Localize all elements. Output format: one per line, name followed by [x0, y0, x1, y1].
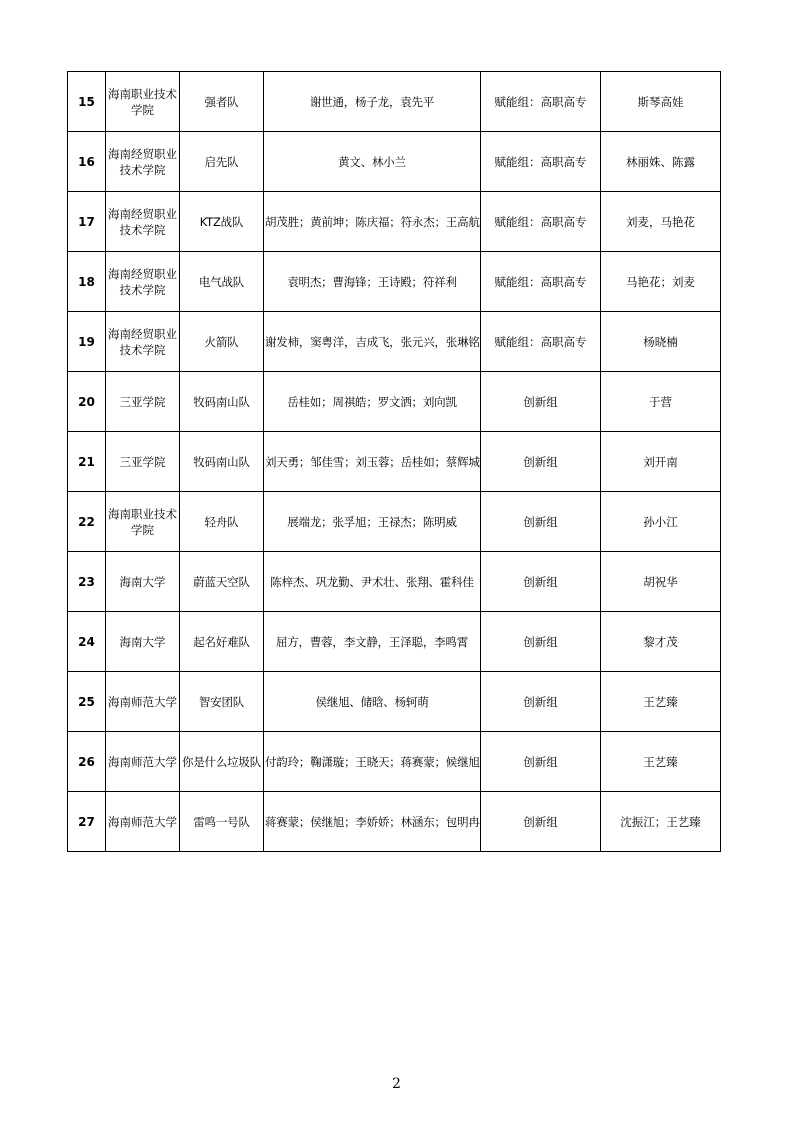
team-cell: 牧码南山队 [180, 372, 264, 432]
advisor-cell: 斯琴高娃 [601, 72, 721, 132]
members-cell: 谢世通，杨子龙，袁先平 [264, 72, 481, 132]
school-cell: 海南职业技术学院 [106, 492, 180, 552]
school-cell: 海南经贸职业技术学院 [106, 252, 180, 312]
team-cell: 雷鸣一号队 [180, 792, 264, 852]
advisor-cell: 于营 [601, 372, 721, 432]
table-row [68, 792, 721, 852]
row-number: 17 [68, 192, 106, 252]
table-body [68, 72, 721, 852]
school-cell: 海南大学 [106, 552, 180, 612]
row-number: 23 [68, 552, 106, 612]
team-cell: 智安团队 [180, 672, 264, 732]
table-row [68, 732, 721, 792]
table-row [68, 312, 721, 372]
group-cell: 赋能组：高职高专 [481, 312, 601, 372]
group-cell: 创新组 [481, 372, 601, 432]
group-cell: 赋能组：高职高专 [481, 132, 601, 192]
row-number: 16 [68, 132, 106, 192]
team-cell: 蔚蓝天空队 [180, 552, 264, 612]
row-number: 20 [68, 372, 106, 432]
advisor-cell: 王艺臻 [601, 732, 721, 792]
table-row [68, 492, 721, 552]
team-cell: 启先队 [180, 132, 264, 192]
row-number: 25 [68, 672, 106, 732]
table-row [68, 552, 721, 612]
members-cell: 屈方，曹蓉，李文静，王泽聪，李鸣霄 [264, 612, 481, 672]
group-cell: 赋能组：高职高专 [481, 252, 601, 312]
team-cell: 火箭队 [180, 312, 264, 372]
school-cell: 海南经贸职业技术学院 [106, 132, 180, 192]
members-cell: 付韵玲；鞠潇璇；王晓天；蒋赛蒙；候继旭 [264, 732, 481, 792]
group-cell: 创新组 [481, 612, 601, 672]
group-cell: 创新组 [481, 552, 601, 612]
row-number: 15 [68, 72, 106, 132]
advisor-cell: 马艳花；刘麦 [601, 252, 721, 312]
row-number: 18 [68, 252, 106, 312]
table-row [68, 432, 721, 492]
row-number: 19 [68, 312, 106, 372]
school-cell: 三亚学院 [106, 372, 180, 432]
advisor-cell: 黎才茂 [601, 612, 721, 672]
advisor-cell: 孙小江 [601, 492, 721, 552]
group-cell: 赋能组：高职高专 [481, 192, 601, 252]
team-cell: 起名好难队 [180, 612, 264, 672]
team-cell: 轻舟队 [180, 492, 264, 552]
group-cell: 赋能组：高职高专 [481, 72, 601, 132]
members-cell: 胡茂胜；黄前坤；陈庆福；符永杰；王高航 [264, 192, 481, 252]
school-cell: 海南职业技术学院 [106, 72, 180, 132]
school-cell: 海南大学 [106, 612, 180, 672]
table-row [68, 132, 721, 192]
advisor-cell: 沈振江；王艺臻 [601, 792, 721, 852]
members-cell: 陈梓杰、巩龙勤、尹术壮、张翔、霍科佳 [264, 552, 481, 612]
members-cell: 刘天勇；邹佳雪；刘玉蓉；岳桂如；蔡辉城 [264, 432, 481, 492]
advisor-cell: 胡祝华 [601, 552, 721, 612]
advisor-cell: 王艺臻 [601, 672, 721, 732]
table-row [68, 72, 721, 132]
table-row [68, 672, 721, 732]
members-cell: 袁明杰；曹海锋；王诗殿；符祥利 [264, 252, 481, 312]
table-row [68, 372, 721, 432]
school-cell: 海南师范大学 [106, 672, 180, 732]
row-number: 27 [68, 792, 106, 852]
award-table [67, 71, 721, 852]
school-cell: 海南师范大学 [106, 792, 180, 852]
group-cell: 创新组 [481, 492, 601, 552]
members-cell: 展端龙；张孚旭；王禄杰；陈明威 [264, 492, 481, 552]
team-cell: 强者队 [180, 72, 264, 132]
group-cell: 创新组 [481, 732, 601, 792]
page-number: 2 [392, 1076, 401, 1092]
row-number: 21 [68, 432, 106, 492]
table-row [68, 192, 721, 252]
members-cell: 侯继旭、储晗、杨轲萌 [264, 672, 481, 732]
school-cell: 海南经贸职业技术学院 [106, 192, 180, 252]
row-number: 24 [68, 612, 106, 672]
advisor-cell: 刘开南 [601, 432, 721, 492]
school-cell: 三亚学院 [106, 432, 180, 492]
row-number: 22 [68, 492, 106, 552]
table-row [68, 612, 721, 672]
table-row [68, 252, 721, 312]
team-cell: 电气战队 [180, 252, 264, 312]
advisor-cell: 杨晓楠 [601, 312, 721, 372]
team-cell: 你是什么垃圾队 [180, 732, 264, 792]
team-cell: KTZ战队 [180, 192, 264, 252]
advisor-cell: 林丽姝、陈露 [601, 132, 721, 192]
group-cell: 创新组 [481, 432, 601, 492]
group-cell: 创新组 [481, 792, 601, 852]
members-cell: 岳桂如；周祺皓；罗文洒；刘向凯 [264, 372, 481, 432]
school-cell: 海南师范大学 [106, 732, 180, 792]
row-number: 26 [68, 732, 106, 792]
members-cell: 黄文、林小兰 [264, 132, 481, 192]
members-cell: 蒋赛蒙；侯继旭；李娇娇；林涵东；包明冉 [264, 792, 481, 852]
advisor-cell: 刘麦，马艳花 [601, 192, 721, 252]
members-cell: 谢发柿，窦粤洋，吉成飞，张元兴，张琳铭 [264, 312, 481, 372]
group-cell: 创新组 [481, 672, 601, 732]
team-cell: 牧码南山队 [180, 432, 264, 492]
school-cell: 海南经贸职业技术学院 [106, 312, 180, 372]
